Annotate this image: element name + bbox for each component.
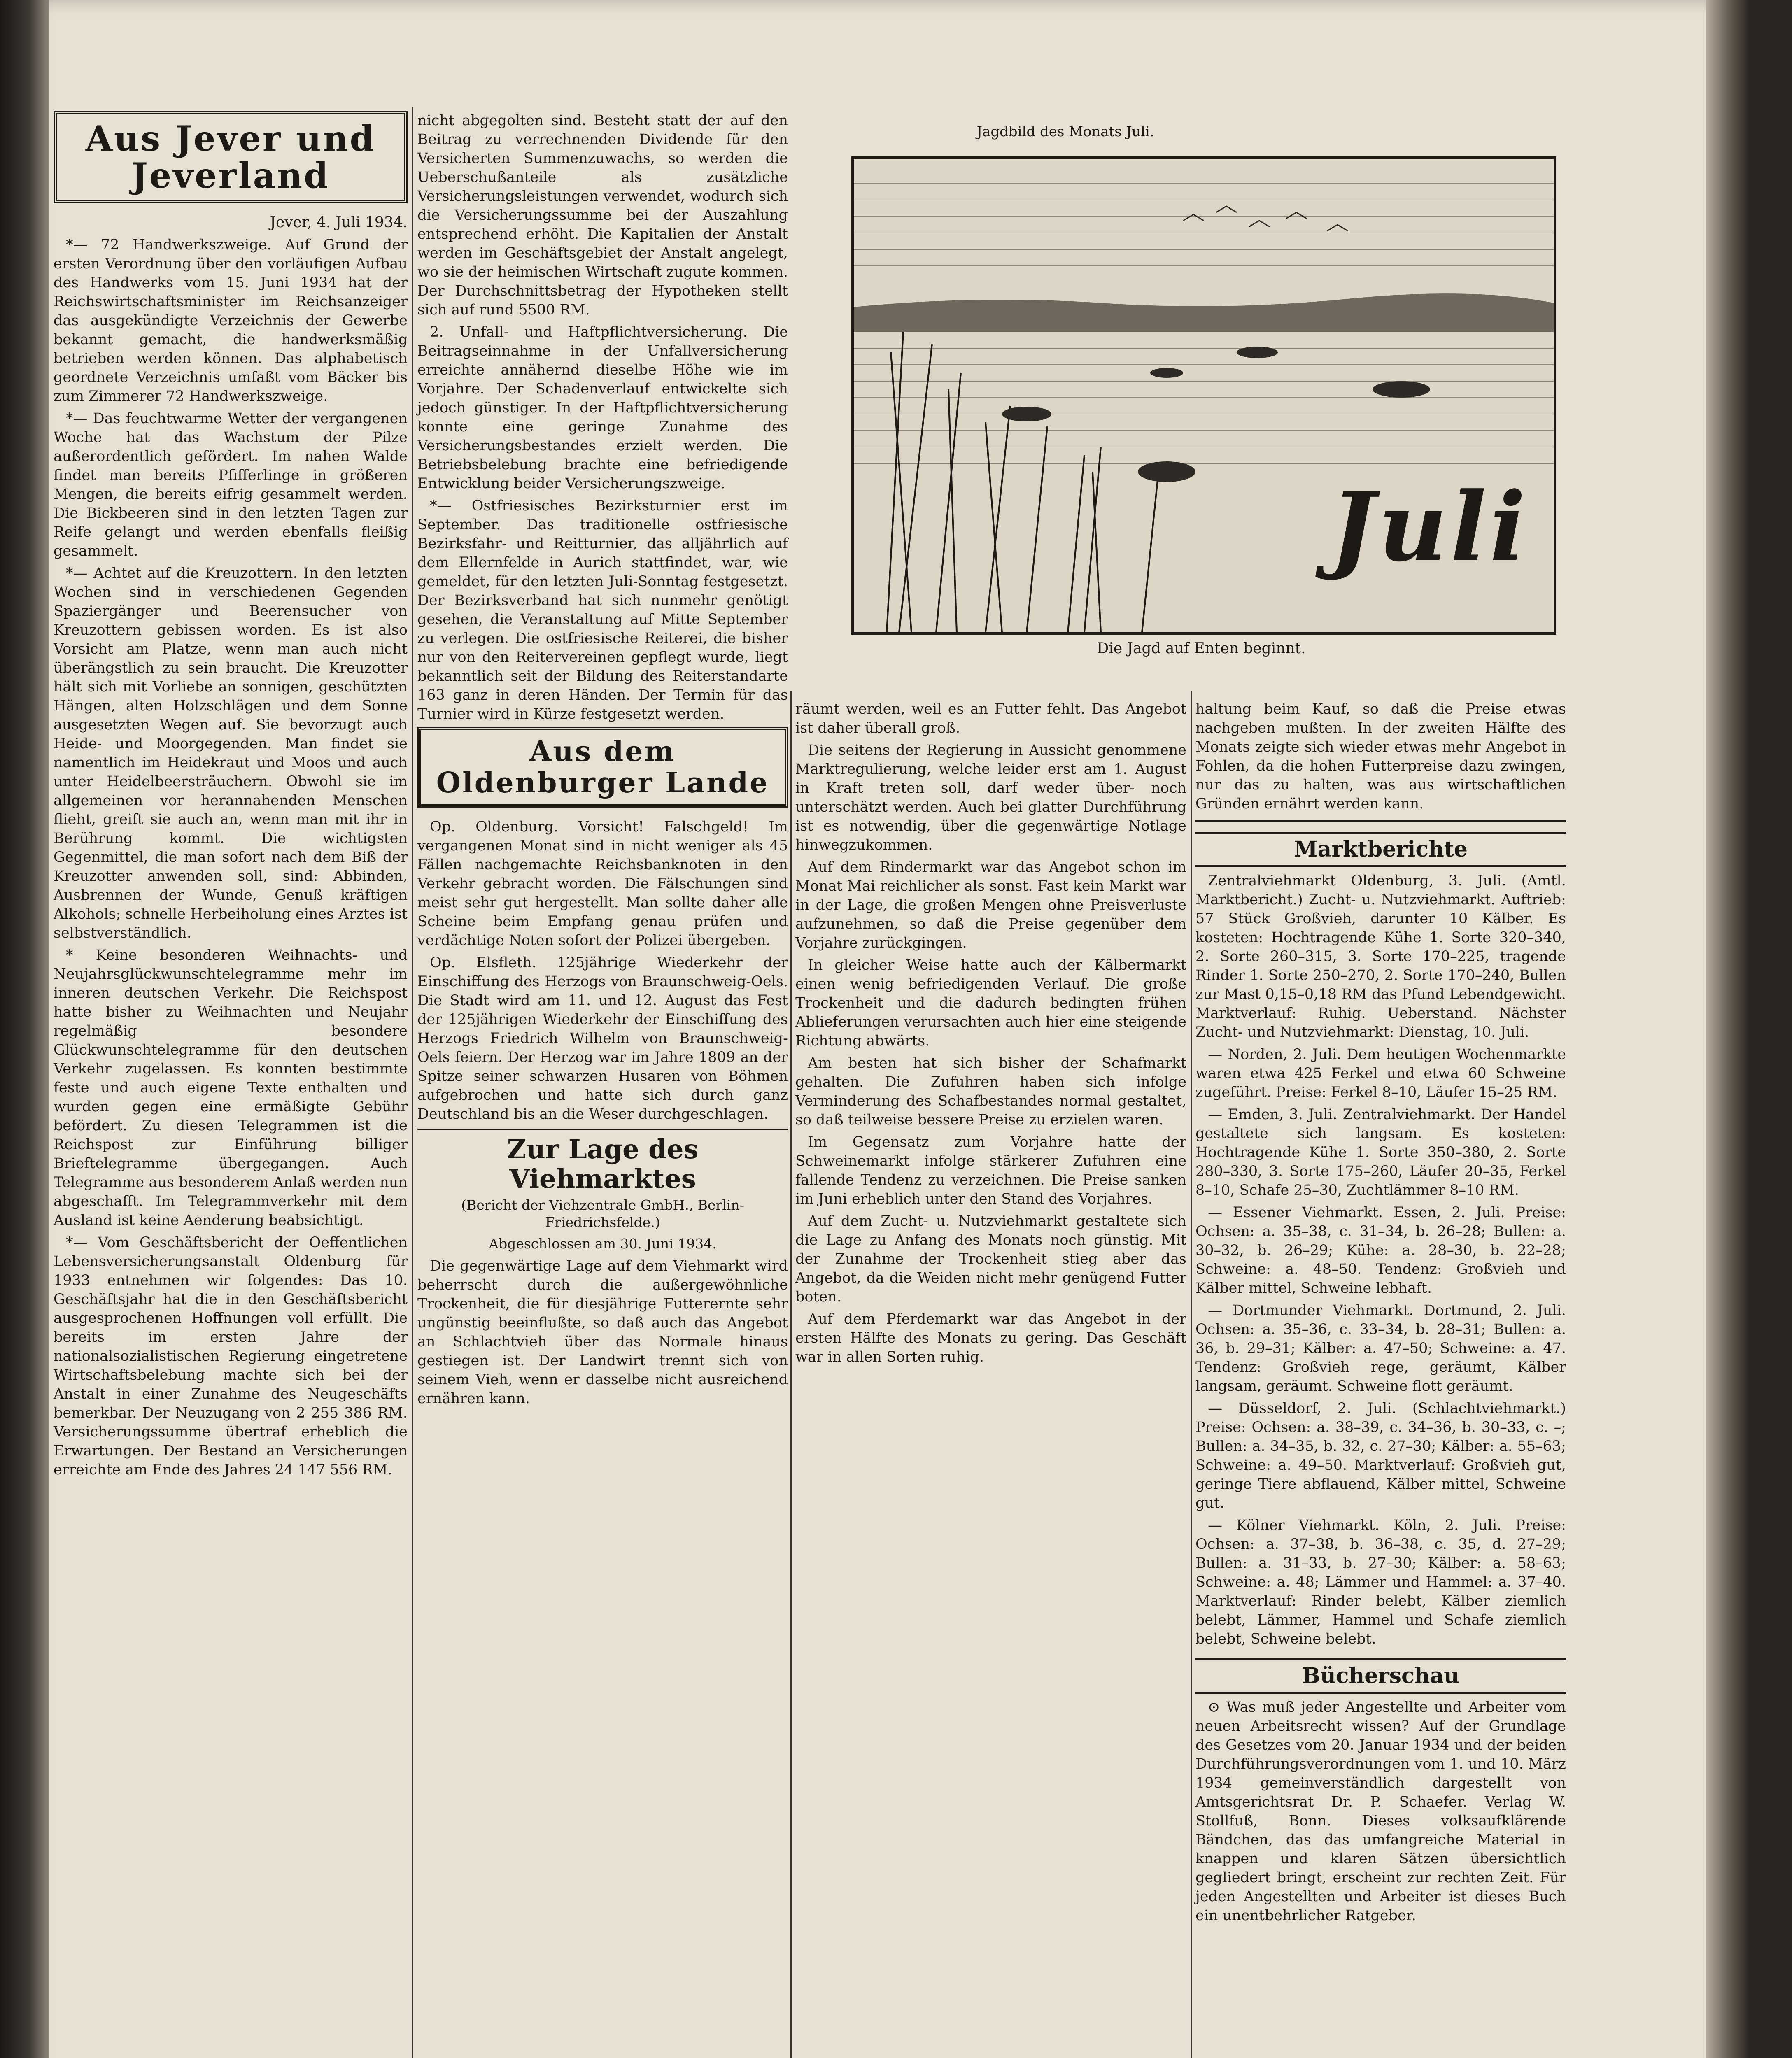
viehmarkt-subheading: (Bericht der Viehzentrale GmbH., Berlin-Friedrichsfelde.) (461, 1197, 744, 1230)
column-4 (1195, 700, 1566, 1928)
article: Op. Elsfleth. 125jährige Wiederkehr der Einschiffung des Herzogs von Braunschweig-Oels. Die Stadt wird am 11. und 12. August das Fest der 125jährigen Wiederkehr der Einschiffung des Herzogs Friedrich Wilhelm von Braunschweig-Oels feiern. Der Herzog war im Jahre 1809 an der Spitze seiner schwarzen Husaren von Böhmen aufgebrochen und hatte sich durch ganz Deutschland bis an die Weser durchgeschlagen. (417, 955, 788, 1122)
market-report: — Kölner Viehmarkt. Köln, 2. Juli. Preise: Ochsen: a. 37–38, b. 36–38, c. 35, d. 27–29; Bullen: a. 31–33, b. 27–30; Kälber: a. 58–63; Schweine: a. 48; Lämmer und Hammel: a. 37–40. Marktverlauf: Rinder belebt, Kälber ziemlich belebt, Lämmer, Hammel und Schafe ziemlich belebt, Schweine belebt. (1195, 1517, 1566, 1647)
article: Die gegenwärtige Lage auf dem Viehmarkt wird beherrscht durch die außergewöhnliche Trockenheit, die für diesjährige Futterernte sehr ungünstig beeinflußte, so daß auch das Angebot an Schlachtvieh über das Normale hinaus gestiegen ist. Der Landwirt trennt sich von seinem Vieh, wenn er dasselbe nicht ausreichend ernähren kann. (417, 1258, 788, 1407)
article: In gleicher Weise hatte auch der Kälbermarkt einen wenig befriedigenden Verlauf. Die große Trockenheit und die dadurch bedingten frühen Ablieferungen verursachten auch hier eine steigende Richtung abwärts. (795, 957, 1186, 1049)
column-2 (417, 111, 788, 1411)
article: 2. Unfall- und Haftpflichtversicherung. Die Beitragseinnahme in der Unfallversicherung erreichte annähernd dieselbe Höhe wie im Vorjahre. Der Schadenverlauf entwickelte sich jedoch günstiger. In der Haftpflichtversicherung konnte eine geringe Zunahme des Versicherungsbestandes erzielt werden. Die Betriebsbelebung brachte eine befriedigende Entwicklung beider Versicherungszweige. (417, 324, 788, 492)
article: Auf dem Pferdemarkt war das Angebot in der ersten Hälfte des Monats zu gering. Das Geschäft war in allen Sorten ruhig. (795, 1311, 1186, 1365)
market-report: — Norden, 2. Juli. Dem heutigen Wochenmarkte waren etwa 425 Ferkel und etwa 60 Schweine zugeführt. Preise: Ferkel 8–10, Läufer 15–25 RM. (1195, 1046, 1566, 1101)
market-report: — Düsseldorf, 2. Juli. (Schlachtviehmarkt.) Preise: Ochsen: a. 38–39, c. 34–36, b. 30–33, c. –; Bullen: a. 34–35, b. 32, c. 27–30; Kälber: a. 55–63; Schweine: a. 49–50. Marktverlauf: Großvieh gut, geringe Tiere abflauend, Kälber mittel, Schweine gut. (1195, 1400, 1566, 1511)
article: räumt werden, weil es an Futter fehlt. Das Angebot ist daher überall groß. (795, 701, 1186, 736)
image-caption-bottom: Die Jagd auf Enten beginnt. (1097, 640, 1306, 657)
buecherschau-heading: Bücherschau (1195, 1658, 1566, 1694)
viehmarkt-heading: Zur Lage des Viehmarktes (507, 1134, 699, 1194)
divider (1195, 820, 1566, 822)
market-report: Zentralviehmarkt Oldenburg, 3. Juli. (Amtl. Marktbericht.) Zucht- u. Nutzviehmarkt. Auftrieb: 57 Stück Großvieh, darunter 10 Kälber. Es kosteten: Hochtragende Kühe 1. Sorte 320–340, 2. Sorte 260–315, 3. Sorte 170–225, tragende Rinder 1. Sorte 250–270, 2. Sorte 170–240, Bullen zur Mast 0,15–0,18 RM das Pfund Lebendgewicht. Marktverlauf: Ruhig. Ueberstand. Nächster Zucht- und Nutzviehmarkt: Dienstag, 10. Juli. (1195, 873, 1566, 1041)
section-heading-oldenburg: Aus dem Oldenburger Lande (417, 727, 788, 808)
page-edge-shadow (1706, 0, 1749, 2058)
article: *— Vom Geschäftsbericht der Oeffentlichen Lebensversicherungsanstalt Oldenburg für 1933 entnehmen wir folgendes: Das 10. Geschäftsjahr hat die in den Geschäftsbericht ausgesprochenen Hoffnungen voll erfüllt. Die bereits im ersten Jahre der nationalsozialistischen Regierung eingetretene Wirtschaftsbelebung machte sich bei der Anstalt in einer Zunahme des Neugeschäfts bemerkbar. Der Neuzugang von 2 255 386 RM. Versicherungssumme übertraf erheblich die Erwartungen. Der Bestand an Versicherungen erreichte am Ende des Jahres 24 147 556 RM. (54, 1234, 408, 1478)
book-binding (0, 0, 49, 2058)
article: Am besten hat sich bisher der Schafmarkt gehalten. Die Zufuhren haben sich infolge Verminderung des Schafbestandes normal gestaltet, so daß teilweise bessere Preise zu erzielen waren. (795, 1055, 1186, 1128)
article: * Keine besonderen Weihnachts- und Neujahrsglückwunschtelegramme mehr im inneren deutschen Verkehr. Die Reichspost hatte bisher zu Weihnachten und Neujahr regelmäßig besondere Glückwunschtelegramme für den deutschen Verkehr zugelassen. Es konnten bestimmte feste und auch eigene Texte enthalten und wurden gegen eine ermäßigte Gebühr befördert. Zu diesen Telegrammen ist die Reichspost zur Einführung billiger Brieftelegramme übergegangen. Auch Telegramme aus besonderem Anlaß werden nun abgeschafft. Im Telegrammverkehr mit dem Ausland ist keine Aenderung beabsichtigt. (54, 947, 408, 1229)
marktberichte-heading: Marktberichte (1195, 832, 1566, 867)
market-report: — Dortmunder Viehmarkt. Dortmund, 2. Juli. Ochsen: a. 35–36, c. 33–34, b. 28–31; Bullen: a. 36, b. 29–31; Kälber: a. 47–50; Schweine: a. 47. Tendenz: Großvieh rege, geräumt, Kälber langsam, geräumt. Schweine flott geräumt. (1195, 1302, 1566, 1395)
article: Im Gegensatz zum Vorjahre hatte der Schweinemarkt infolge stärkerer Zufuhren eine fallende Tendenz zu verzeichnen. Die Preise sanken im Juni erheblich unter den Stand des Vorjahres. (795, 1134, 1186, 1207)
article: *— Achtet auf die Kreuzottern. In den letzten Wochen sind in verschiedenen Gegenden Spaziergänger und Beerensucher von Kreuzottern gebissen worden. Es ist also Vorsicht am Platze, wenn man auch nicht überängstlich zu sein braucht. Die Kreuzotter hält sich mit Vorliebe an sonnigen, geschützten Hängen, alten Holzschlägen und dem Sonne ausgesetzten Wegen auf. Sie bevorzugt auch Heide- und Moorgegenden. Man findet sie namentlich im Heidekraut und Moos und auch unter Heidelbeersträuchern. Obwohl sie im allgemeinen vor herannahenden Menschen flieht, greift sie auch an, wenn man mit ihr in Berührung kommt. Die wichtigsten Gegenmittel, die man sofort nach dem Biß der Kreuzotter anwenden soll, sind: Abbinden, Ausbrennen der Wunde, Genuß kräftigen Alkohols; schnelle Herbeiholung eines Arztes ist selbstverständlich. (54, 565, 408, 941)
market-report: — Essener Viehmarkt. Essen, 2. Juli. Preise: Ochsen: a. 35–38, c. 31–34, b. 26–28; Bullen: a. 30–32, b. 26–29; Kühe: a. 28–30, b. 22–28; Schweine: a. 48–50. Tendenz: Großvieh und Kälber mittel, Schweine lebhaft. (1195, 1204, 1566, 1297)
section-heading-jever: Aus Jever und Jeverland (54, 111, 408, 203)
divider (417, 1129, 788, 1130)
article: *— Das feuchtwarme Wetter der vergangenen Woche hat das Wachstum der Pilze außerordentlich gefördert. Im nahen Walde findet man bereits Pfifferlinge in größeren Mengen, die bereits eifrig gesammelt werden. Die Bickbeeren sind in den letzten Tagen zur Reife gelangt und werden ebenfalls fleißig gesammelt. (54, 410, 408, 559)
dateline: Jever, 4. Juli 1934. (270, 214, 408, 231)
article: *— 72 Handwerkszweige. Auf Grund der ersten Verordnung über den vorläufigen Aufbau des Handwerks vom 15. Juni 1934 hat der Reichswirtschaftsminister im Reichsanzeiger das ausgekündigte Verzeichnis der Gewerbe bekannt gemacht, die handwerksmäßig betrieben werden können. Das alphabetisch geordnete Verzeichnis umfaßt vom Bäcker bis zum Zimmerer 72 Handwerkszweige. (54, 237, 408, 405)
month-label: Juli (1330, 472, 1529, 583)
market-report: — Emden, 3. Juli. Zentralviehmarkt. Der Handel gestaltete sich langsam. Es kosteten: Hochtragende Kühe 1. Sorte 350–380, 2. Sorte 280–330, 3. Sorte 175–260, Läufer 20–35, Ferkel 8–10, Schafe 25–30, Zuchtlämmer 8–10 RM. (1195, 1106, 1566, 1199)
hunting-illustration (851, 156, 1556, 635)
column-1 (54, 111, 408, 1483)
article: Auf dem Rindermarkt war das Angebot schon im Monat Mai reichlicher als sonst. Fast kein Markt war in der Lage, die großen Mengen ohne Preisverluste aufzunehmen, so daß die Preise gegenüber dem Vorjahre zurückgingen. (795, 859, 1186, 951)
article: Op. Oldenburg. Vorsicht! Falschgeld! Im vergangenen Monat sind in nicht weniger als 45 Fällen nachgemachte Reichsbanknoten in den Verkehr gebracht worden. Die Fälschungen sind meist sehr gut hergestellt. Man sollte daher alle Scheine beim Empfang genau prüfen und verdächtige Noten sofort der Polizei übergeben. (417, 819, 788, 949)
column-rule (790, 691, 792, 2058)
article: Die seitens der Regierung in Aussicht genommene Marktregulierung, welche leider erst am 1. August in Kraft treten soll, darf weder über- noch unterschätzt werden. Auch bei glatter Durchführung ist es notwendig, über die gegenwärtige Notlage hinwegzukommen. (795, 742, 1186, 853)
column-3 (795, 700, 1186, 1370)
column-rule (412, 107, 413, 2058)
article: nicht abgegolten sind. Besteht statt der auf den Beitrag zu verrechnenden Dividende für den Versicherten Summenzuwachs, so werden die Ueberschußanteile als zusätzliche Versicherungsleistungen verwendet, wodurch sich die Versicherungssumme bei der Auszahlung entsprechend erhöht. Die Kapitalien der Anstalt werden im Geschäftsgebiet der Anstalt angelegt, wo sie der heimischen Wirtschaft zugute kommen. Der Durchschnittsbetrag der Hypotheken stellt sich auf rund 5500 RM. (417, 112, 788, 318)
viehmarkt-date: Abgeschlossen am 30. Juni 1934. (489, 1236, 717, 1252)
book-review: ⊙ Was muß jeder Angestellte und Arbeiter vom neuen Arbeitsrecht wissen? Auf der Grundlage des Gesetzes vom 20. Januar 1934 und der beiden Durchführungsverordnungen vom 1. und 10. März 1934 gemeinverständlich dargestellt von Amtsgerichtsrat Dr. P. Schaefer. Verlag W. Stollfuß, Bonn. Dieses volksaufklärende Bändchen, das das umfangreiche Material in knappen und klaren Sätzen übersichtlich gegliedert bringt, erscheint zur rechten Zeit. Für jeden Angestellten und Arbeiter ist dieses Buch ein unentbehrlicher Ratgeber. (1195, 1699, 1566, 1924)
article: Auf dem Zucht- u. Nutzviehmarkt gestaltete sich die Lage zu Anfang des Monats noch günstig. Mit der Zunahme der Trockenheit stieg aber das Angebot, da die Weiden nicht mehr genügend Futter boten. (795, 1213, 1186, 1305)
image-caption-top: Jagdbild des Monats Juli. (976, 123, 1154, 140)
newspaper-page (49, 0, 1749, 2058)
article: *— Ostfriesisches Bezirksturnier erst im September. Das traditionelle ostfriesische Bezirksfahr- und Reitturnier, das alljährlich auf dem Ellernfelde in Aurich stattfindet, war, wie gemeldet, für den letzten Juli-Sonntag festgesetzt. Der Bezirksverband hat sich nunmehr genötigt gesehen, die Veranstaltung auf Mitte September zu verlegen. Die ostfriesische Reiterei, die bisher nur von den Reitervereinen gepflegt wurde, liegt bekanntlich seit der Bildung des Reiterstandarte 163 ganz in deren Händen. Der Termin für das Turnier wird in Kürze festgesetzt werden. (417, 498, 788, 722)
article: haltung beim Kauf, so daß die Preise etwas nachgeben mußten. In der zweiten Hälfte des Monats zeigte sich wieder etwas mehr Angebot in Fohlen, da die hohen Futterpreise dazu zwingen, nur das zu halten, was aus wirtschaftlichen Gründen ernährt werden kann. (1195, 701, 1566, 812)
column-rule (1191, 691, 1192, 2058)
